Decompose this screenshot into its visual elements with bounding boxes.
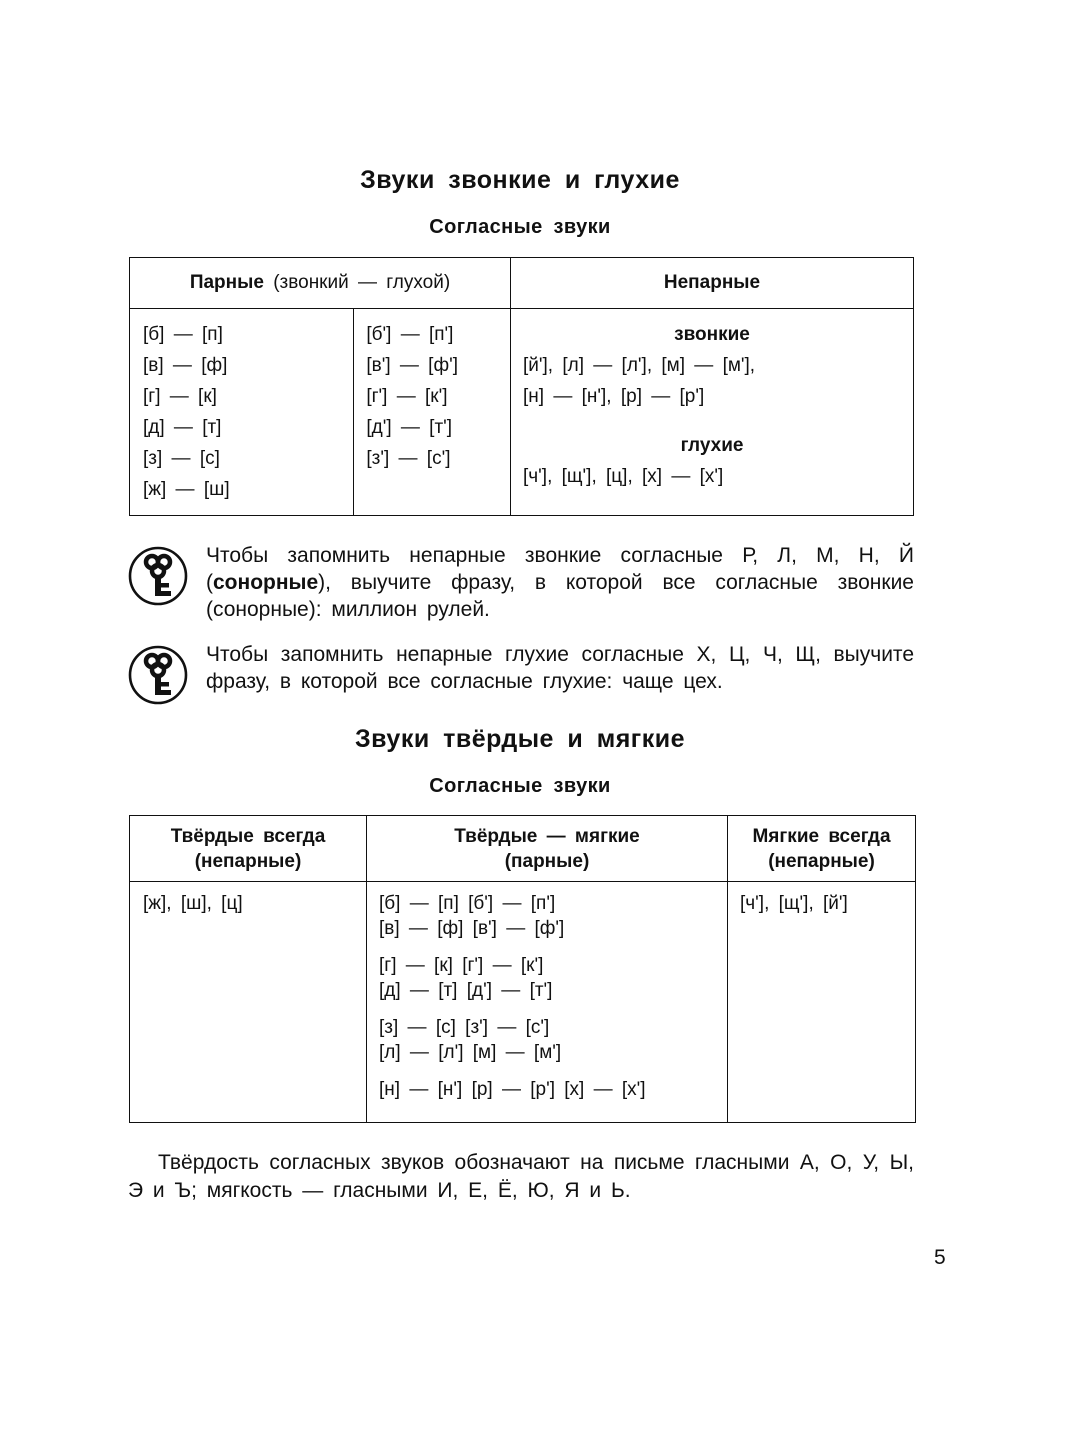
paired-hard-item: [в] — [ф] xyxy=(143,355,228,376)
tip-voiced-text: Чтобы запомнить непарные звонкие согласные Р, Л, М, Н, Й (сонорные), выучите фразу, в которой все согласные звонкие (сонорные): миллион рулей. xyxy=(206,544,914,621)
voiced-line: [н] — [н'], [р] — [р'] xyxy=(523,386,705,407)
pairs-cell xyxy=(367,882,728,1123)
pair-line: [г] — [к] [г'] — [к'] xyxy=(379,955,544,976)
paired-soft-item: [з'] — [с'] xyxy=(366,448,451,469)
pair-line: [д] — [т] [д'] — [т'] xyxy=(379,980,553,1001)
voiced-label: звонкие xyxy=(674,324,750,345)
header-hard-soft: Твёрдые — мягкие (парные) xyxy=(367,816,728,882)
bottom-note: Твёрдость согласных звуков обозначают на письме гласными А, О, У, Ы, Э и Ъ; мягкость — гласными И, Е, Ё, Ю, Я и Ь. xyxy=(128,1151,914,1202)
paired-hard-cell xyxy=(130,309,354,516)
pair-line: [л] — [л'] [м] — [м'] xyxy=(379,1042,562,1063)
paired-hard-item: [б] — [п] xyxy=(143,324,223,345)
paired-soft-item: [б'] — [п'] xyxy=(366,324,454,345)
paired-soft-item: [д'] — [т'] xyxy=(366,417,453,438)
key-icon xyxy=(128,645,188,705)
pair-line: [б] — [п] [б'] — [п'] xyxy=(379,893,556,914)
unpaired-cell xyxy=(511,309,914,516)
pair-line: [з] — [с] [з'] — [с'] xyxy=(379,1017,550,1038)
hard-always-cell xyxy=(130,882,367,1123)
header-unpaired: Непарные xyxy=(511,258,914,309)
header-soft-always: Мягкие всегда (непарные) xyxy=(728,816,916,882)
tip-voiceless-text: Чтобы запомнить непарные глухие согласные Х, Ц, Ч, Щ, выучите фразу, в которой все согласные глухие: чаще цех. xyxy=(206,643,914,693)
paired-hard-item: [г] — [к] xyxy=(143,386,217,407)
section2-subtitle: Согласные звуки xyxy=(429,775,611,797)
section1-subtitle: Согласные звуки xyxy=(429,216,611,238)
paired-hard-item: [ж] — [ш] xyxy=(143,479,230,500)
key-icon xyxy=(128,546,188,606)
voiceless-line: [ч'], [щ'], [ц], [х] — [х'] xyxy=(523,466,724,487)
header-hard-always: Твёрдые всегда (непарные) xyxy=(130,816,367,882)
header-paired-label: Парные xyxy=(189,272,264,293)
tip-voiceless xyxy=(128,641,928,703)
page-number: 5 xyxy=(934,1246,946,1269)
voiceless-label: глухие xyxy=(680,435,744,456)
soft-always-cell xyxy=(728,882,916,1123)
voiced-line: [й'], [л] — [л'], [м] — [м'], xyxy=(523,355,756,376)
paired-hard-item: [з] — [с] xyxy=(143,448,220,469)
pair-line: [в] — [ф] [в'] — [ф'] xyxy=(379,918,565,939)
sonorant-term: сонорные xyxy=(213,571,319,594)
hard-soft-table xyxy=(129,815,916,1123)
paired-soft-cell xyxy=(354,309,511,516)
voiced-voiceless-table xyxy=(129,257,914,516)
header-paired-note: (звонкий — глухой) xyxy=(273,272,451,293)
pair-line: [н] — [н'] [р] — [р'] [х] — [х'] xyxy=(379,1079,646,1100)
section2-title: Звуки твёрдые и мягкие xyxy=(355,725,685,753)
paired-soft-item: [в'] — [ф'] xyxy=(366,355,458,376)
hard-always-list: [ж], [ш], [ц] xyxy=(143,893,243,914)
paired-hard-item: [д] — [т] xyxy=(143,417,222,438)
section1-title: Звуки звонкие и глухие xyxy=(360,166,680,194)
soft-always-list: [ч'], [щ'], [й'] xyxy=(740,893,848,914)
tip-voiced xyxy=(128,542,928,632)
header-paired xyxy=(130,258,511,309)
paired-soft-item: [г'] — [к'] xyxy=(366,386,448,407)
